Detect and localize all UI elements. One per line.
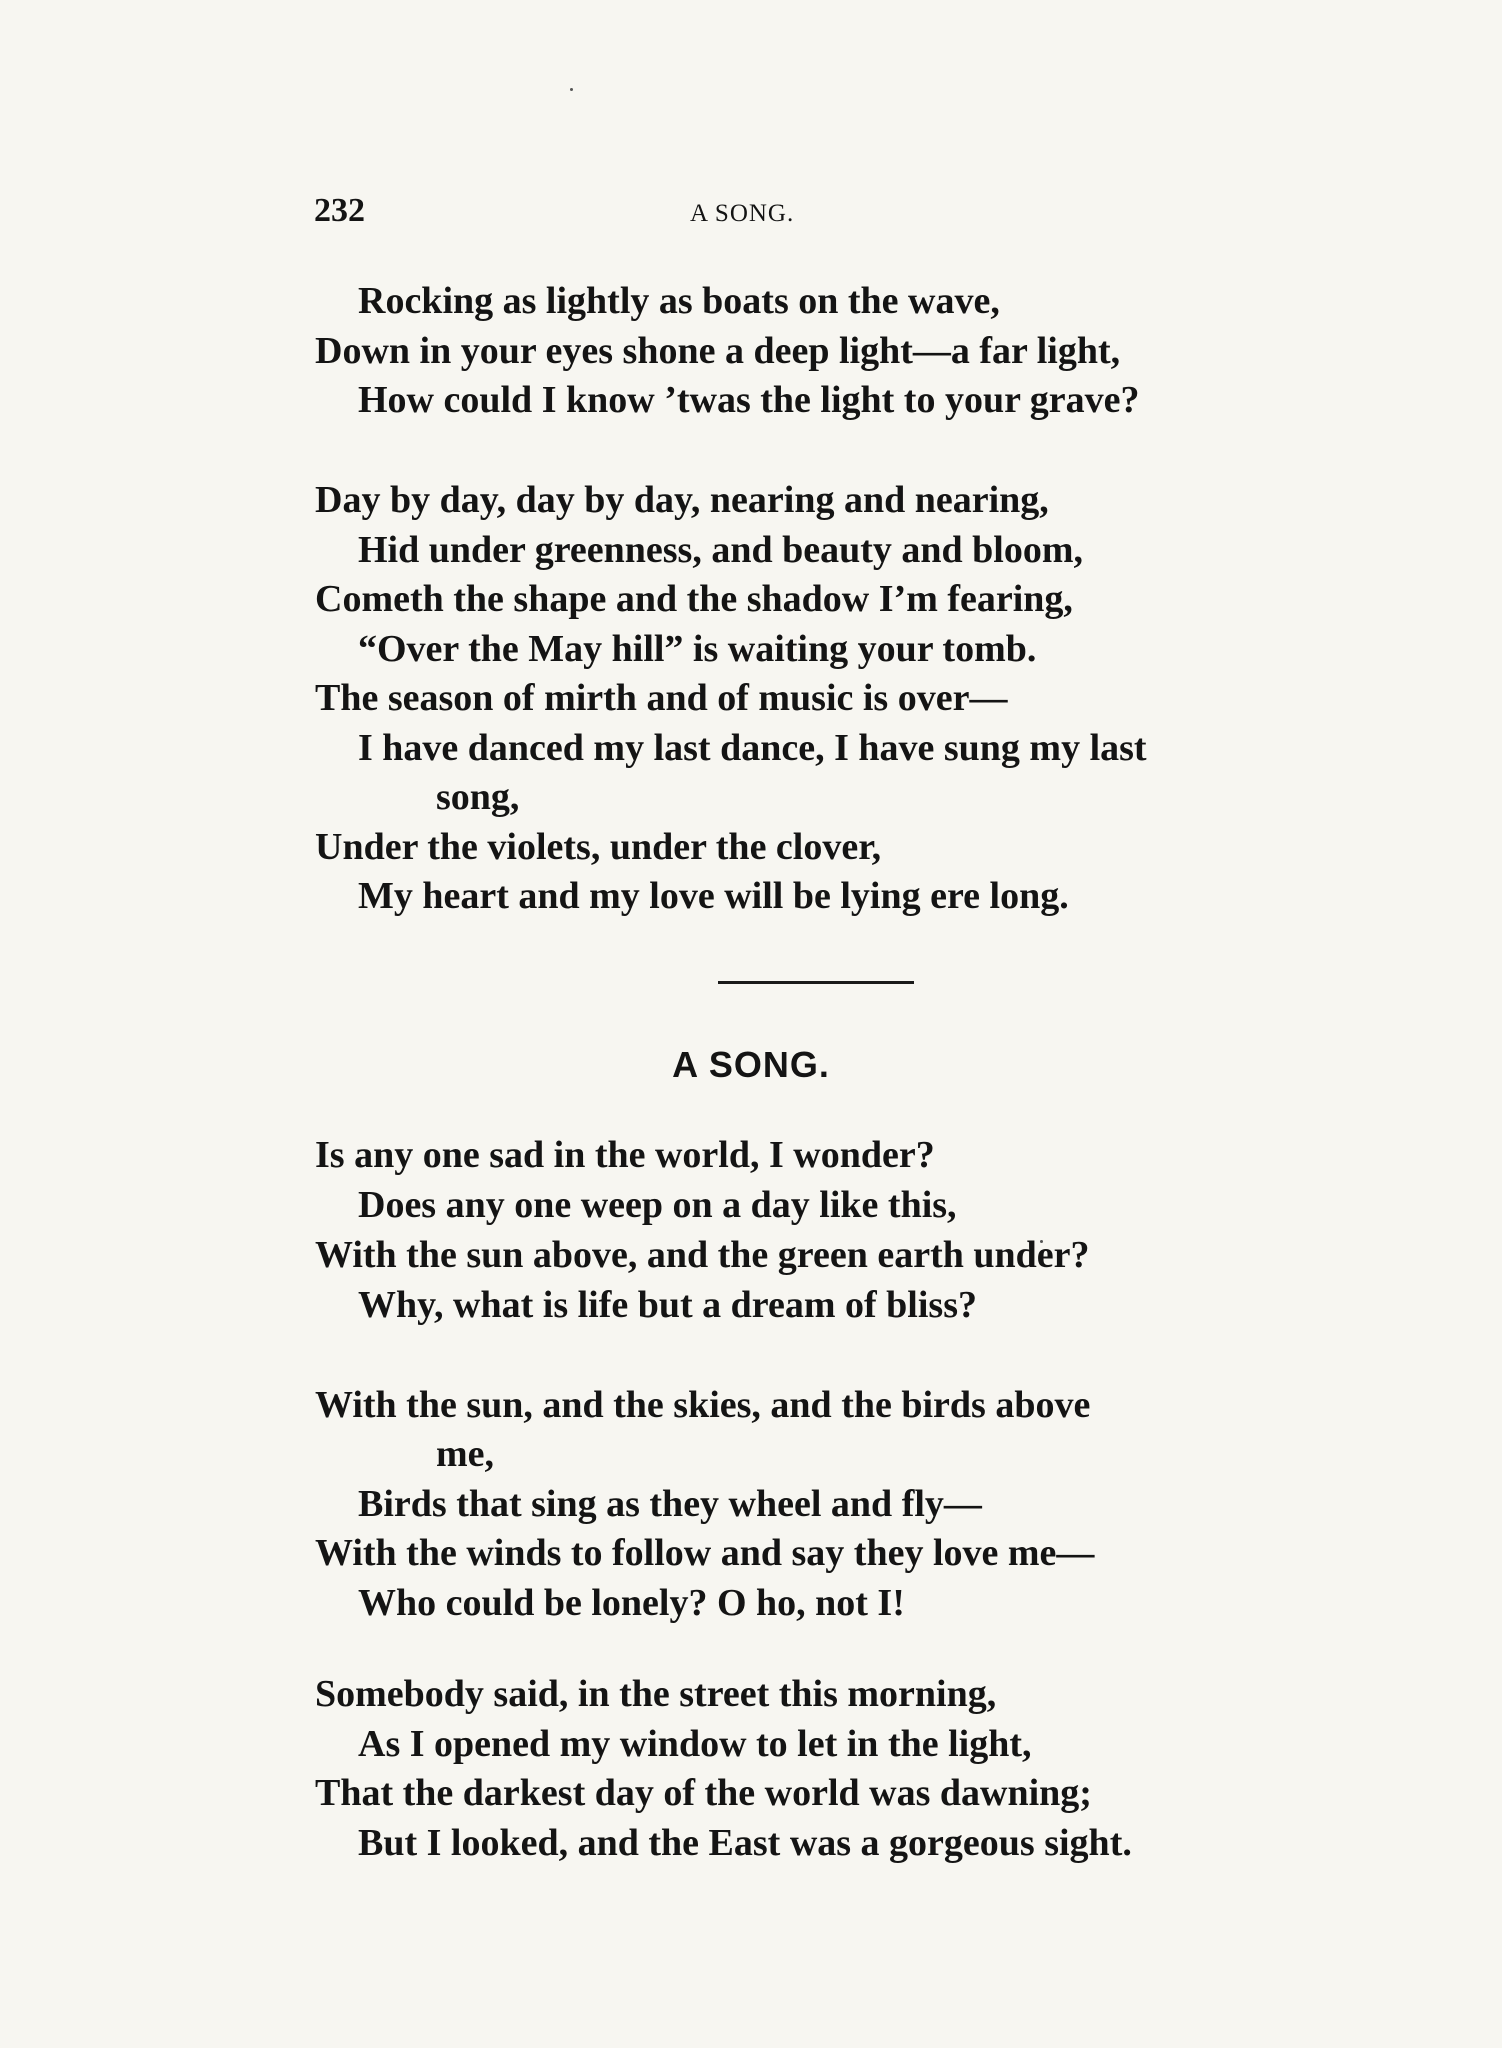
poem-line: The season of mirth and of music is over— <box>315 677 1008 719</box>
poem-line: Cometh the shape and the shadow I’m fearing, <box>315 578 1073 620</box>
section-divider <box>718 981 914 984</box>
poem-line: But I looked, and the East was a gorgeous sight. <box>358 1822 1132 1864</box>
poem-line: Is any one sad in the world, I wonder? <box>315 1134 935 1176</box>
poem-line: Rocking as lightly as boats on the wave, <box>358 280 1000 322</box>
poem-line: With the sun above, and the green earth under? <box>315 1234 1090 1276</box>
poem-line: Somebody said, in the street this morning, <box>315 1673 997 1715</box>
page-number: 232 <box>314 192 365 229</box>
poem-line: Why, what is life but a dream of bliss? <box>358 1284 977 1326</box>
poem-line: As I opened my window to let in the light, <box>358 1723 1032 1765</box>
poem-line: With the sun, and the skies, and the birds above <box>315 1384 1091 1426</box>
poem-line: Does any one weep on a day like this, <box>358 1184 957 1226</box>
poem-line: That the darkest day of the world was dawning; <box>315 1772 1092 1814</box>
poem-line: song, <box>436 776 520 818</box>
running-title: A SONG. <box>690 200 795 227</box>
poem-line: “Over the May hill” is waiting your tomb. <box>358 628 1037 670</box>
section-title: A SONG. <box>672 1044 830 1085</box>
poem-line: Day by day, day by day, nearing and nearing, <box>315 479 1049 521</box>
poem-line: Down in your eyes shone a deep light—a far light, <box>315 330 1121 372</box>
poem-line: I have danced my last dance, I have sung my last <box>358 727 1147 769</box>
poem-line: Who could be lonely? O ho, not I! <box>358 1582 905 1624</box>
running-head <box>0 192 1502 242</box>
poem-line: With the winds to follow and say they love me— <box>315 1532 1095 1574</box>
poem-line: Under the violets, under the clover, <box>315 826 882 868</box>
poem-line: me, <box>436 1433 495 1475</box>
paper-speck <box>570 88 573 91</box>
poem-line: How could I know ’twas the light to your grave? <box>358 379 1140 421</box>
poem-line: Hid under greenness, and beauty and bloom, <box>358 529 1083 571</box>
poem-line: My heart and my love will be lying ere long. <box>358 875 1069 917</box>
poem-line: Birds that sing as they wheel and fly— <box>358 1483 982 1525</box>
